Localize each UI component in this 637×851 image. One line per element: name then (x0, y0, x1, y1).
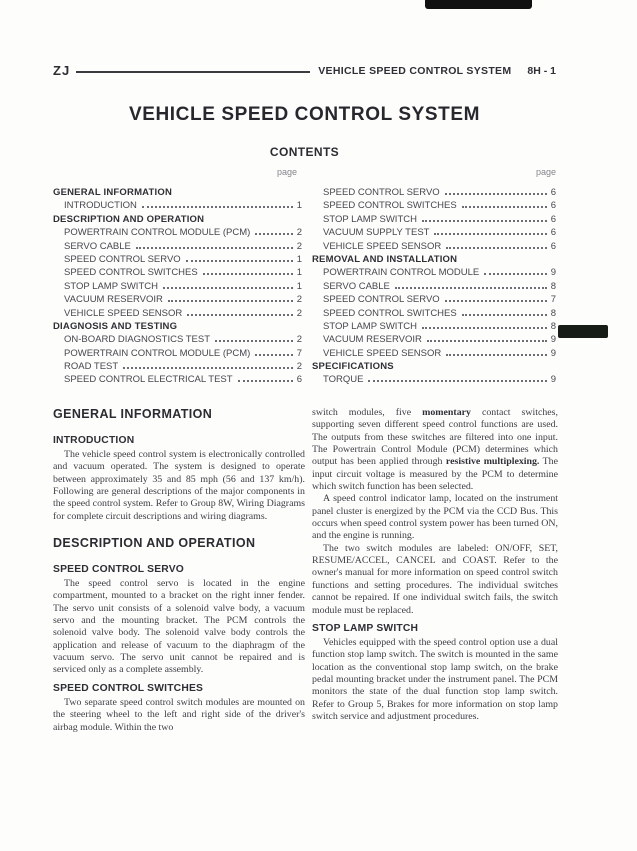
toc-entry (53, 226, 302, 239)
header-rule (76, 71, 310, 73)
toc-dot-leader (422, 220, 547, 222)
toc-dot-leader (203, 273, 293, 275)
toc-entry-label: SPEED CONTROL SWITCHES (64, 267, 198, 279)
toc-entry-page-number: 1 (296, 253, 302, 265)
toc-entry-label: SPEED CONTROL ELECTRICAL TEST (64, 374, 233, 386)
toc-entry (312, 186, 556, 199)
toc-entry-label: VACUUM RESERVOIR (64, 294, 163, 306)
toc-entry-page-number: 2 (296, 361, 302, 373)
toc-entry-page-number: 2 (296, 240, 302, 252)
toc-entry (312, 307, 556, 320)
toc-entry-page-number: 9 (550, 267, 556, 279)
toc-entry-label: VACUUM SUPPLY TEST (323, 227, 430, 239)
toc-entry (53, 360, 302, 373)
toc-entry-label: POWERTRAIN CONTROL MODULE (323, 267, 480, 279)
toc-entry (312, 266, 556, 279)
bold-resistive-multiplexing: resistive multiplexing. (445, 456, 540, 468)
toc-entry-page-number: 8 (550, 307, 556, 319)
toc-entry-page-number: 8 (550, 320, 556, 332)
bold-momentary: momentary (422, 407, 471, 418)
subheading-speed-control-switches: SPEED CONTROL SWITCHES (53, 682, 204, 694)
toc-left-column (53, 186, 302, 387)
toc-dot-leader (142, 206, 293, 208)
paragraph-switch-modules-labels: The two switch modules are labeled: ON/OFF, SET, RESUME/ACCEL, CANCEL and COAST. Refer to the owner's manual for more information on speed control switch functions and setting procedures. The individual switches cannot be repaired. If one individual switch fails, the switch module must be replaced. (312, 542, 558, 616)
toc-entry-label: VACUUM RESERVOIR (323, 334, 422, 346)
toc-entry (53, 293, 302, 306)
toc-entry-page-number: 9 (550, 334, 556, 346)
body-right-column (312, 407, 558, 734)
toc-dot-leader (446, 354, 546, 356)
toc-entry (53, 373, 302, 386)
toc-entry (312, 199, 556, 212)
contents-heading: CONTENTS (269, 145, 340, 159)
toc-dot-leader (446, 247, 546, 249)
toc-dot-leader (484, 273, 546, 275)
toc-entry (53, 253, 302, 266)
toc-section-header: GENERAL INFORMATION (53, 187, 173, 198)
toc-right-column (312, 186, 556, 387)
toc-entry-page-number: 2 (296, 334, 302, 346)
toc-entry-page-number: 6 (550, 187, 556, 198)
section-heading-general-information: GENERAL INFORMATION (53, 407, 213, 421)
toc-entry (53, 333, 302, 346)
toc-entry-label: VEHICLE SPEED SENSOR (323, 347, 442, 359)
paragraph-indicator-lamp: A speed control indicator lamp, located on the instrument panel cluster is energized by the PCM via the CCD Bus. This occurs when speed control system power has been turned ON, and the engine is running. (312, 493, 558, 542)
toc-entry-page-number: 2 (296, 227, 302, 239)
toc-entry-page-number: 6 (296, 374, 302, 386)
scan-mark-top (425, 0, 532, 9)
toc-section-header: DIAGNOSIS AND TESTING (53, 320, 178, 332)
toc-entry-page-number: 6 (550, 240, 556, 252)
toc-entry (312, 347, 556, 360)
paragraph-speed-control-switches: Two separate speed control switch modules are mounted on the steering wheel to the left and right side of the driver's airbag module. Within the two (53, 696, 305, 733)
toc-entry (312, 226, 556, 239)
toc-entry-page-number: 2 (296, 294, 302, 306)
toc-section-header: REMOVAL AND INSTALLATION (312, 253, 458, 265)
paragraph-switches-continued: switch modules, five momentary contact switches, supporting seven different speed control functions are used. The outputs from these switches are filtered into one input. The Powertrain Control Module (PCM) determines which output has been applied through resistive multiplexing. The input circuit voltage is measured by the PCM to determine which switch function has been selected. (312, 407, 558, 493)
body-left-column (53, 407, 305, 734)
toc-entry (312, 373, 556, 386)
toc-dot-leader (215, 340, 293, 342)
toc-entry-label: STOP LAMP SWITCH (64, 280, 158, 292)
toc-entry (53, 199, 302, 212)
toc-entry-label: TORQUE (323, 374, 364, 386)
toc-entry-page-number: 1 (296, 200, 302, 212)
toc-entry-label: ROAD TEST (64, 361, 119, 373)
toc-entry (53, 280, 302, 293)
toc-dot-leader (123, 367, 293, 369)
toc-entry-label: SPEED CONTROL SERVO (323, 187, 440, 198)
toc-dot-leader (255, 354, 292, 356)
toc-entry-page-number: 6 (550, 200, 556, 212)
toc-section-header: SPECIFICATIONS (312, 361, 394, 373)
toc-entry-label: SPEED CONTROL SERVO (323, 294, 440, 306)
toc-entry (312, 240, 556, 253)
toc-dot-leader (136, 247, 293, 249)
toc-entry-page-number: 1 (296, 267, 302, 279)
toc-entry-label: SPEED CONTROL SWITCHES (323, 307, 457, 319)
toc-entry (53, 307, 302, 320)
toc-entry (312, 333, 556, 346)
paragraph-introduction: The vehicle speed control system is electronically controlled and vacuum operated. The system is designed to operate between approximately 35 and 85 mph (56 and 137 km/h). Following are general descriptions of the major components in the speed control system. Refer to Group 8W, Wiring Diagrams for complete circuit descriptions and wiring diagrams. (53, 449, 305, 522)
section-heading-description-and-operation: DESCRIPTION AND OPERATION (53, 536, 256, 551)
toc-entry-page-number: 6 (550, 227, 556, 239)
toc-dot-leader (462, 206, 547, 208)
toc-dot-leader (163, 287, 293, 289)
toc-entry (53, 347, 302, 360)
subheading-introduction: INTRODUCTION (53, 435, 135, 446)
toc-entry-label: SERVO CABLE (323, 280, 390, 292)
toc-entry (53, 266, 302, 279)
toc-dot-leader (368, 380, 546, 382)
toc-dot-leader (434, 233, 546, 235)
toc-dot-leader (186, 260, 293, 262)
toc-entry (312, 213, 556, 226)
toc-dot-leader (445, 193, 547, 195)
header-page-number: 8H - 1 (527, 64, 556, 77)
toc-entry-label: SPEED CONTROL SWITCHES (323, 200, 457, 212)
toc-dot-leader (187, 314, 292, 316)
toc-entry-label: POWERTRAIN CONTROL MODULE (PCM) (64, 227, 251, 239)
table-of-contents (53, 186, 556, 387)
toc-entry-label: VEHICLE SPEED SENSOR (323, 240, 442, 252)
toc-entry (312, 280, 556, 293)
running-header (53, 63, 556, 78)
toc-entry-page-number: 1 (296, 280, 302, 292)
subheading-stop-lamp-switch: STOP LAMP SWITCH (312, 622, 419, 634)
toc-section-header: DESCRIPTION AND OPERATION (53, 213, 205, 225)
toc-entry-page-number: 6 (550, 213, 556, 225)
toc-entry (312, 293, 556, 306)
page-column-label-left: page (276, 167, 297, 177)
section-edge-tab-mark (558, 325, 608, 338)
toc-entry-page-number: 9 (550, 374, 556, 386)
toc-dot-leader (427, 340, 547, 342)
toc-entry-label: ON-BOARD DIAGNOSTICS TEST (64, 334, 211, 346)
paragraph-speed-control-servo: The speed control servo is located in the engine compartment, mounted to a bracket on the right inner fender. The servo unit consists of a solenoid valve body, a vacuum servo and the mounting bracket. The PCM controls the solenoid valve body. The solenoid valve body controls the application and release of vacuum to the diaphragm of the vacuum servo. The servo unit cannot be repaired and is serviced only as a complete assembly. (53, 578, 305, 676)
toc-dot-leader (445, 300, 547, 302)
toc-entry-label: SERVO CABLE (64, 240, 131, 252)
toc-entry-page-number: 2 (296, 307, 302, 319)
subheading-speed-control-servo: SPEED CONTROL SERVO (53, 564, 185, 576)
toc-entry-page-number: 9 (550, 347, 556, 359)
toc-dot-leader (395, 287, 547, 289)
page-title: VEHICLE SPEED CONTROL SYSTEM (128, 104, 481, 125)
body-text (53, 407, 558, 734)
toc-entry-label: SPEED CONTROL SERVO (64, 253, 181, 265)
toc-entry-label: STOP LAMP SWITCH (323, 213, 417, 225)
toc-entry-page-number: 7 (550, 294, 556, 306)
toc-dot-leader (255, 233, 292, 235)
toc-dot-leader (168, 300, 293, 302)
toc-entry-label: VEHICLE SPEED SENSOR (64, 307, 183, 319)
toc-dot-leader (238, 380, 293, 382)
header-group-title: VEHICLE SPEED CONTROL SYSTEM (318, 64, 512, 77)
toc-dot-leader (422, 327, 547, 329)
toc-entry (312, 320, 556, 333)
toc-entry-label: STOP LAMP SWITCH (323, 320, 417, 332)
toc-entry-label: POWERTRAIN CONTROL MODULE (PCM) (64, 347, 251, 359)
paragraph-stop-lamp-switch: Vehicles equipped with the speed control option use a dual function stop lamp switch. The switch is mounted in the same location as the conventional stop lamp switch, on the brake pedal mounting bracket under the instrument panel. The PCM monitors the state of the dual function stop lamp switch. Refer to Group 5, Brakes for more information on stop lamp switch service and adjustment procedures. (312, 636, 558, 722)
toc-entry-page-number: 8 (550, 280, 556, 292)
page-column-label-right: page (535, 167, 556, 177)
toc-dot-leader (462, 314, 547, 316)
toc-entry-page-number: 7 (296, 347, 302, 359)
model-code: ZJ (53, 63, 71, 78)
toc-entry-label: INTRODUCTION (64, 200, 137, 212)
toc-entry (53, 240, 302, 253)
